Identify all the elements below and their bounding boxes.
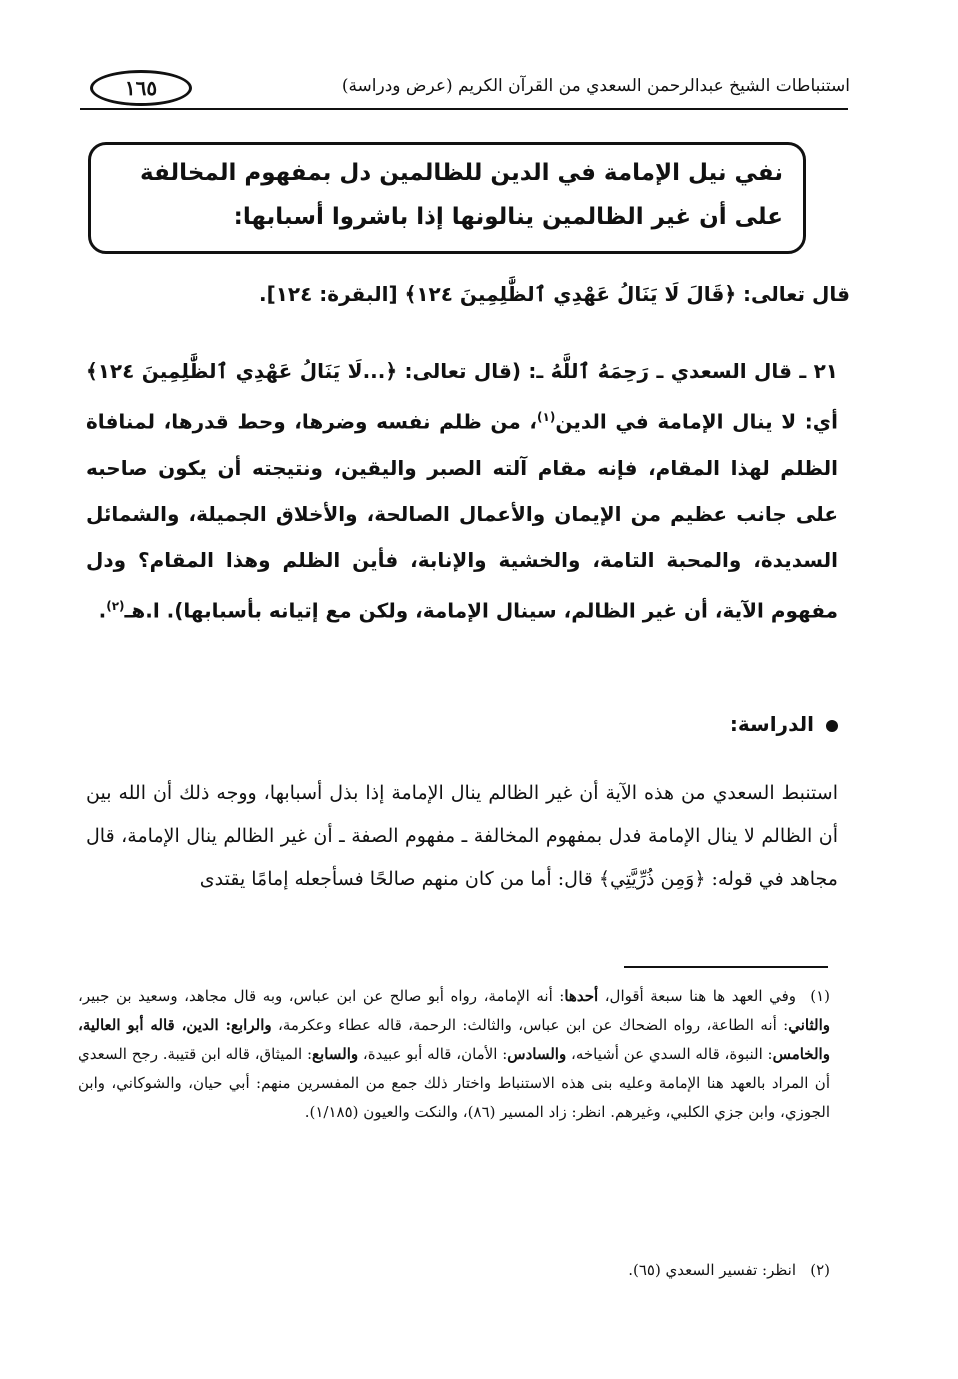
footnote-2-number: (٢) — [810, 1261, 830, 1279]
footnote-1-text: : الميثاق، قاله ابن قتيبة. رجح السعدي أن المراد بالعهد هنا الإمامة وعليه بنى هذه الاستنباط واختار ذلك جمع من المفسرين منهم: أبي حيان، والشوكاني، وابن الجوزي، وابن جزي الكلبي، وغيرهم. انظر: زاد المسير (٨٦)، والنكت والعيون (١/١٨٥). — [78, 1045, 830, 1121]
footnote-2 — [78, 1256, 830, 1285]
footnote-ref-1: (١) — [537, 410, 556, 424]
saadi-quote — [86, 348, 838, 633]
header-rule — [80, 108, 848, 110]
study-heading — [730, 712, 838, 736]
quote-text-part-1: ٢١ ـ قال السعدي ـ رَحِمَهُ ٱللَّهُ ـ: (قال تعالى: ﴿...لَا يَنَالُ عَهْدِي ٱلظَّٰلِمِينَ ١٢٤﴾ أي: لا ينال الإمامة في الدين — [86, 359, 838, 434]
footnote-1-bold: والرابع: الدين، قاله أبو العالية، والخامس — [78, 1016, 830, 1063]
footnote-1-bold: والثاني — [788, 1016, 830, 1034]
footnote-1 — [78, 982, 830, 1127]
footnote-1-text: : أنه الإمامة، رواه أبو صالح عن ابن عباس، وبه قال مجاهد، وسعيد بن جبير، — [78, 987, 565, 1005]
footnote-ref-2: (٢) — [106, 598, 125, 613]
footnote-1-bold: والسادس — [507, 1045, 567, 1063]
footnote-1-text: وفي العهد ها هنا سبعة أقوال، — [598, 987, 796, 1005]
quote-end: . — [98, 598, 107, 623]
verse-citation: قال تعالى: ﴿قَالَ لَا يَنَالُ عَهْدِي ٱلظَّٰلِمِينَ ١٢٤﴾ [البقرة: ١٢٤]. — [258, 282, 850, 306]
quote-text-part-2: ، من ظلم نفسه وضرها، وحط قدرها، لمنافاة الظلم لهذا المقام، فإنه مقام آلته الصبر واليقين، ونتيجته أن يكون صاحبه على جانب عظيم من الإيمان والأعمال الصالحة، والأخلاق الجميلة، والشمائل السديدة، والمحبة التامة، والخشية والإنابة، فأين الظلم وهذا المقام؟ ودل مفهوم الآية، أن غير الظالم، سينال الإمامة، ولكن مع إتيانه بأسبابها). ا.هـ — [86, 409, 838, 623]
page-number: ١٦٥ — [90, 70, 192, 106]
page-header — [80, 68, 850, 108]
footnote-1-bold: والسابع — [312, 1045, 359, 1063]
footnote-1-text: : أنه الطاعة، رواه الضحاك عن ابن عباس، والثالث: الرحمة، قاله عطاء وعكرمة، — [271, 1016, 789, 1034]
section-title-line-1: نفي نيل الإمامة في الدين للظالمين دل بمفهوم المخالفة — [140, 160, 783, 186]
footnote-divider — [624, 966, 828, 968]
footnote-1-text: : الأمان، قاله أبو عبيدة، — [358, 1045, 508, 1063]
study-paragraph: استنبط السعدي من هذه الآية أن غير الظالم ينال الإمامة إذا بذل أسبابها، ووجه ذلك أن الله بين أن الظالم لا ينال الإمامة فدل بمفهوم المخالفة ـ مفهوم الصفة ـ أن غير الظالم ينال الإمامة، قال مجاهد في قوله: ﴿وَمِن ذُرِّيَّتِي﴾ قال: أما من كان منهم صالحًا فسأجعله إمامًا يقتدى — [86, 782, 838, 890]
section-title-box — [88, 142, 806, 254]
bullet-icon — [826, 720, 838, 732]
footnote-2-text: انظر: تفسير السعدي (٦٥). — [628, 1261, 796, 1279]
running-title: استنباطات الشيخ عبدالرحمن السعدي من القرآن الكريم (عرض ودراسة) — [341, 76, 850, 96]
footnote-1-text: : النبوة، قاله السدي عن أشياخه، — [566, 1045, 773, 1063]
study-heading-label: الدراسة: — [729, 712, 814, 736]
section-title-line-2: على أن غير الظالمين ينالونها إذا باشروا أسبابها: — [233, 204, 783, 230]
footnote-1-number: (١) — [810, 987, 830, 1005]
footnote-1-bold: أحدها — [564, 987, 599, 1005]
